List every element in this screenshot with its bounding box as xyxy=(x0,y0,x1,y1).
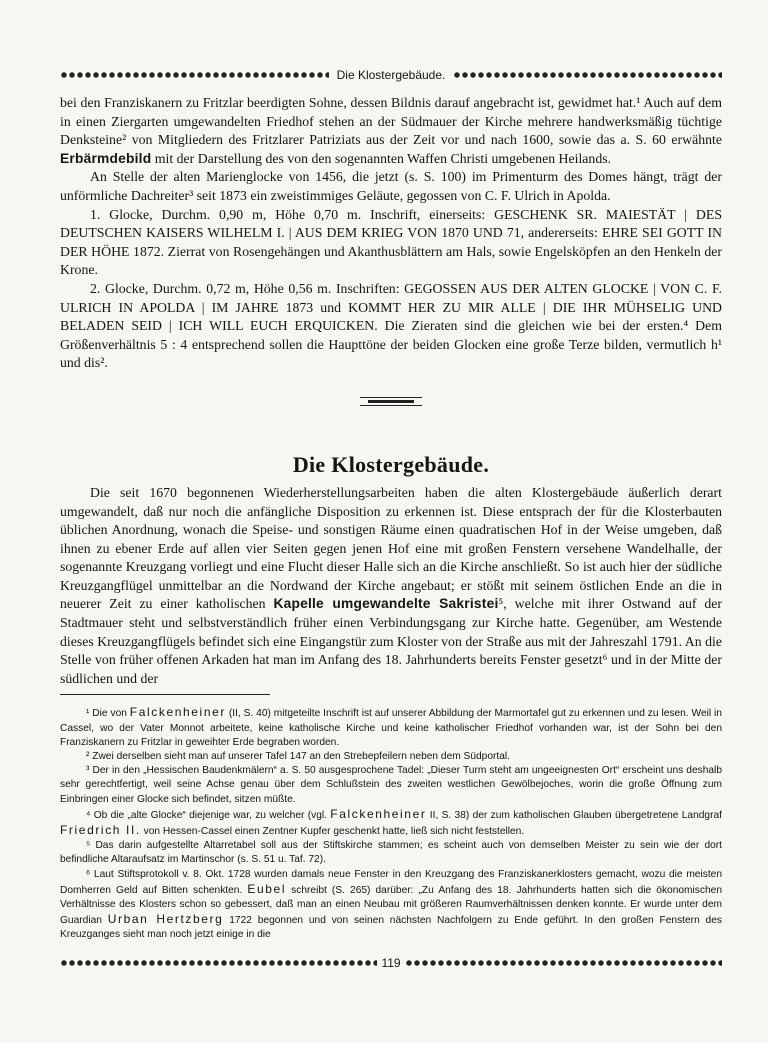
footnote-3: ³ Der in den „Hessischen Baudenkmälern“ a. S. 50 ausgesprochene Tadel: „Dieser Turm steht am ungeeignesten Ort“ erscheint uns deshalb sehr gerechtfertigt, weil seine Achse genau über dem Schlußstein des zweiten westlichen Gewölbejoches, worin die große Öffnung zum Einbringen einer Glocke sich befindet, sitzen müßte. xyxy=(60,765,722,805)
bold-term: Kapelle umgewandelte Sakristei xyxy=(273,596,499,612)
paragraph-text: Die seit 1670 begonnenen Wiederherstellungsarbeiten haben die alten Klostergebäude äußerlich derart umgewandelt, daß nur noch die anfängliche Disposition zu erkennen ist. Diese entsprach der für die Klosterbauten üblichen Anordnung, wonach die Speise- und sonstigen Räume einen quadratischen Hof in der Weise umgeben, daß ihnen zu ebener Erde auf allen vier Seiten gegen jenen Hof eine mit großen Fenstern versehene Wandelhalle, der sogenannte Kreuzgang vorliegt und eine Flucht dieser Halle sich an die Kirche anschließt. So ist auch hier der südliche Kreuzgangflügel unmittelbar an die Nordwand der Kirche angebaut; er stößt mit seinem östlichen Ende an die in neuerer Zeit zu einer katholischen xyxy=(60,484,722,612)
paragraph-text: mit der Darstellung des von den sogenannten Waffen Christi umgebenen Heilands. xyxy=(151,150,612,166)
ornament-left xyxy=(60,71,329,79)
footnote-2: ² Zwei derselben sieht man auf unserer Tafel 147 an den Strebepfeilern neben dem Südportal. xyxy=(86,751,510,763)
footnote-4: ⁴ Ob die „alte Glocke“ diejenige war, zu welcher (vgl. Falckenheiner II, S. 38) der zum katholischen Glauben übergetretene Landgraf Friedrich II. von Hessen-Cassel einen Zentner Kupfer geschenkt hatte, ließ sich nicht feststellen. xyxy=(60,806,722,838)
page-number: 119 xyxy=(381,955,401,970)
page-footer xyxy=(60,953,722,973)
ornament-right xyxy=(453,71,722,79)
footnotes xyxy=(60,705,722,942)
section-title: Die Klostergebäude. xyxy=(292,451,490,477)
body-text-section xyxy=(60,484,722,689)
paragraph-text: bei den Franziskanern zu Fritzlar beerdigten Sohne, dessen Bildnis darauf angebracht ist, gewidmet hat.¹ Auch auf dem in einen Ziergarten umgewandelten Friedhof stehen an der Südmauer der Kirche mehrere handwerksmäßig tüchtige Denksteine² von Mitgliedern des Fritzlarer Patriziats aus der Zeit vor und nach 1600, sowie das a. S. 60 erwähnte xyxy=(60,95,722,148)
footnote-6: ⁶ Laut Stiftsprotokoll v. 8. Okt. 1728 wurden damals neue Fenster in den Kreuzgang des Franziskanerklosters gemacht, wozu die meisten Domherren Geld auf Bitten schenkten. Eubel schreibt (S. 265) darüber: „Zu Anfang des 18. Jahrhunderts hatten sich die ökonomischen Verhältnisse des Klosters schon so gebessert, daß man an einen Neubau mit größeren Raumverhältnissen denken konnte. Er wurde unter dem Guardian Urban Hertzberg 1722 begonnen und von seinen nächsten Nachfolgern zu Ende geführt. In den großen Fenstern des Kreuzganges sieht man noch jetzt einige in die xyxy=(60,868,722,941)
body-text xyxy=(60,94,722,373)
paragraph-bell-2: 2. Glocke, Durchm. 0,72 m, Höhe 0,56 m. Inschriften: GEGOSSEN AUS DER ALTEN GLOCKE | VON C. F. ULRICH IN APOLDA | IM JAHRE 1873 und KOMMT HER ZU MIR ALLE | DIE IHR MÜHSELIG UND BELADEN SEID | ICH WILL EUCH ERQUICKEN. Die Zieraten sind die gleichen wie bei der ersten.⁴ Dem Größenverhältnis 5 : 4 entsprechend sollen die Haupttöne der beiden Glocken eine große Terze bilden, vermutlich h¹ und dis². xyxy=(60,280,722,371)
footnote-1: ¹ Die von Falckenheiner (II, S. 40) mitgeteilte Inschrift ist auf unserer Abbildung der Marmortafel gut zu erkennen und zu lesen. Weil in Cassel, wo der Vater Monnot arbeitete, keine katholische Kirche und keine katholischer Friedhof vorhanden war, ist der Sohn bei den Franziskanern zu Fritzlar in geweihter Erde begraben worden. xyxy=(60,705,722,748)
paragraph: An Stelle der alten Marienglocke von 1456, die jetzt (s. S. 100) im Primenturm des Domes hängt, trägt der unförmliche Dachreiter³ seit 1873 ein zweistimmiges Geläute, gegossen von C. F. Ulrich in Apolda. xyxy=(60,169,722,203)
paragraph xyxy=(60,484,722,689)
paragraph-bell-1: 1. Glocke, Durchm. 0,90 m, Höhe 0,70 m. Inschrift, einerseits: GESCHENK SR. MAIESTÄT | DES DEUTSCHEN KAISERS WILHELM I. | AUS DEM KRIEG VON 1870 UND 71, andererseits: EHRE SEI GOTT IN DER HÖHE 1872. Zierrat von Rosengehängen und Akanthusblättern am Hals, sowie Engelsköpfen an den Henkeln der Krone. xyxy=(60,206,722,278)
footnote-rule xyxy=(60,694,270,695)
paragraph xyxy=(60,94,722,168)
page xyxy=(60,62,722,973)
bold-term: Erbärmdebild xyxy=(60,150,152,166)
footnote-5: ⁵ Das darin aufgestellte Altarretabel soll aus der Stiftskirche stammen; es scheint auch von demselben Meister zu sein wie der dort befindliche Altaraufsatz im Martinschor (s. S. 51 u. Taf. 72). xyxy=(60,840,722,866)
ornament-left xyxy=(60,959,377,967)
running-head xyxy=(60,62,722,88)
section-divider xyxy=(360,397,422,406)
paragraph-text: ⁵, welche mit ihrer Ostwand auf der Stadtmauer steht und selbstverständlich früher einen Verbindungsgang zur Kirche hatte. Gegenüber, am Westende dieses Kreuzgangflügels befindet sich eine Eingangstür zum Kloster von der Straße aus mit der Jahreszahl 1791. An die Stelle von früher offenen Arkaden hat man im Anfang des 18. Jahrhunderts bereits Fenster gesetzt⁶ und in der Mitte der südlichen und der xyxy=(60,596,722,686)
ornament-right xyxy=(405,959,722,967)
running-title: Die Klostergebäude. xyxy=(336,68,446,82)
